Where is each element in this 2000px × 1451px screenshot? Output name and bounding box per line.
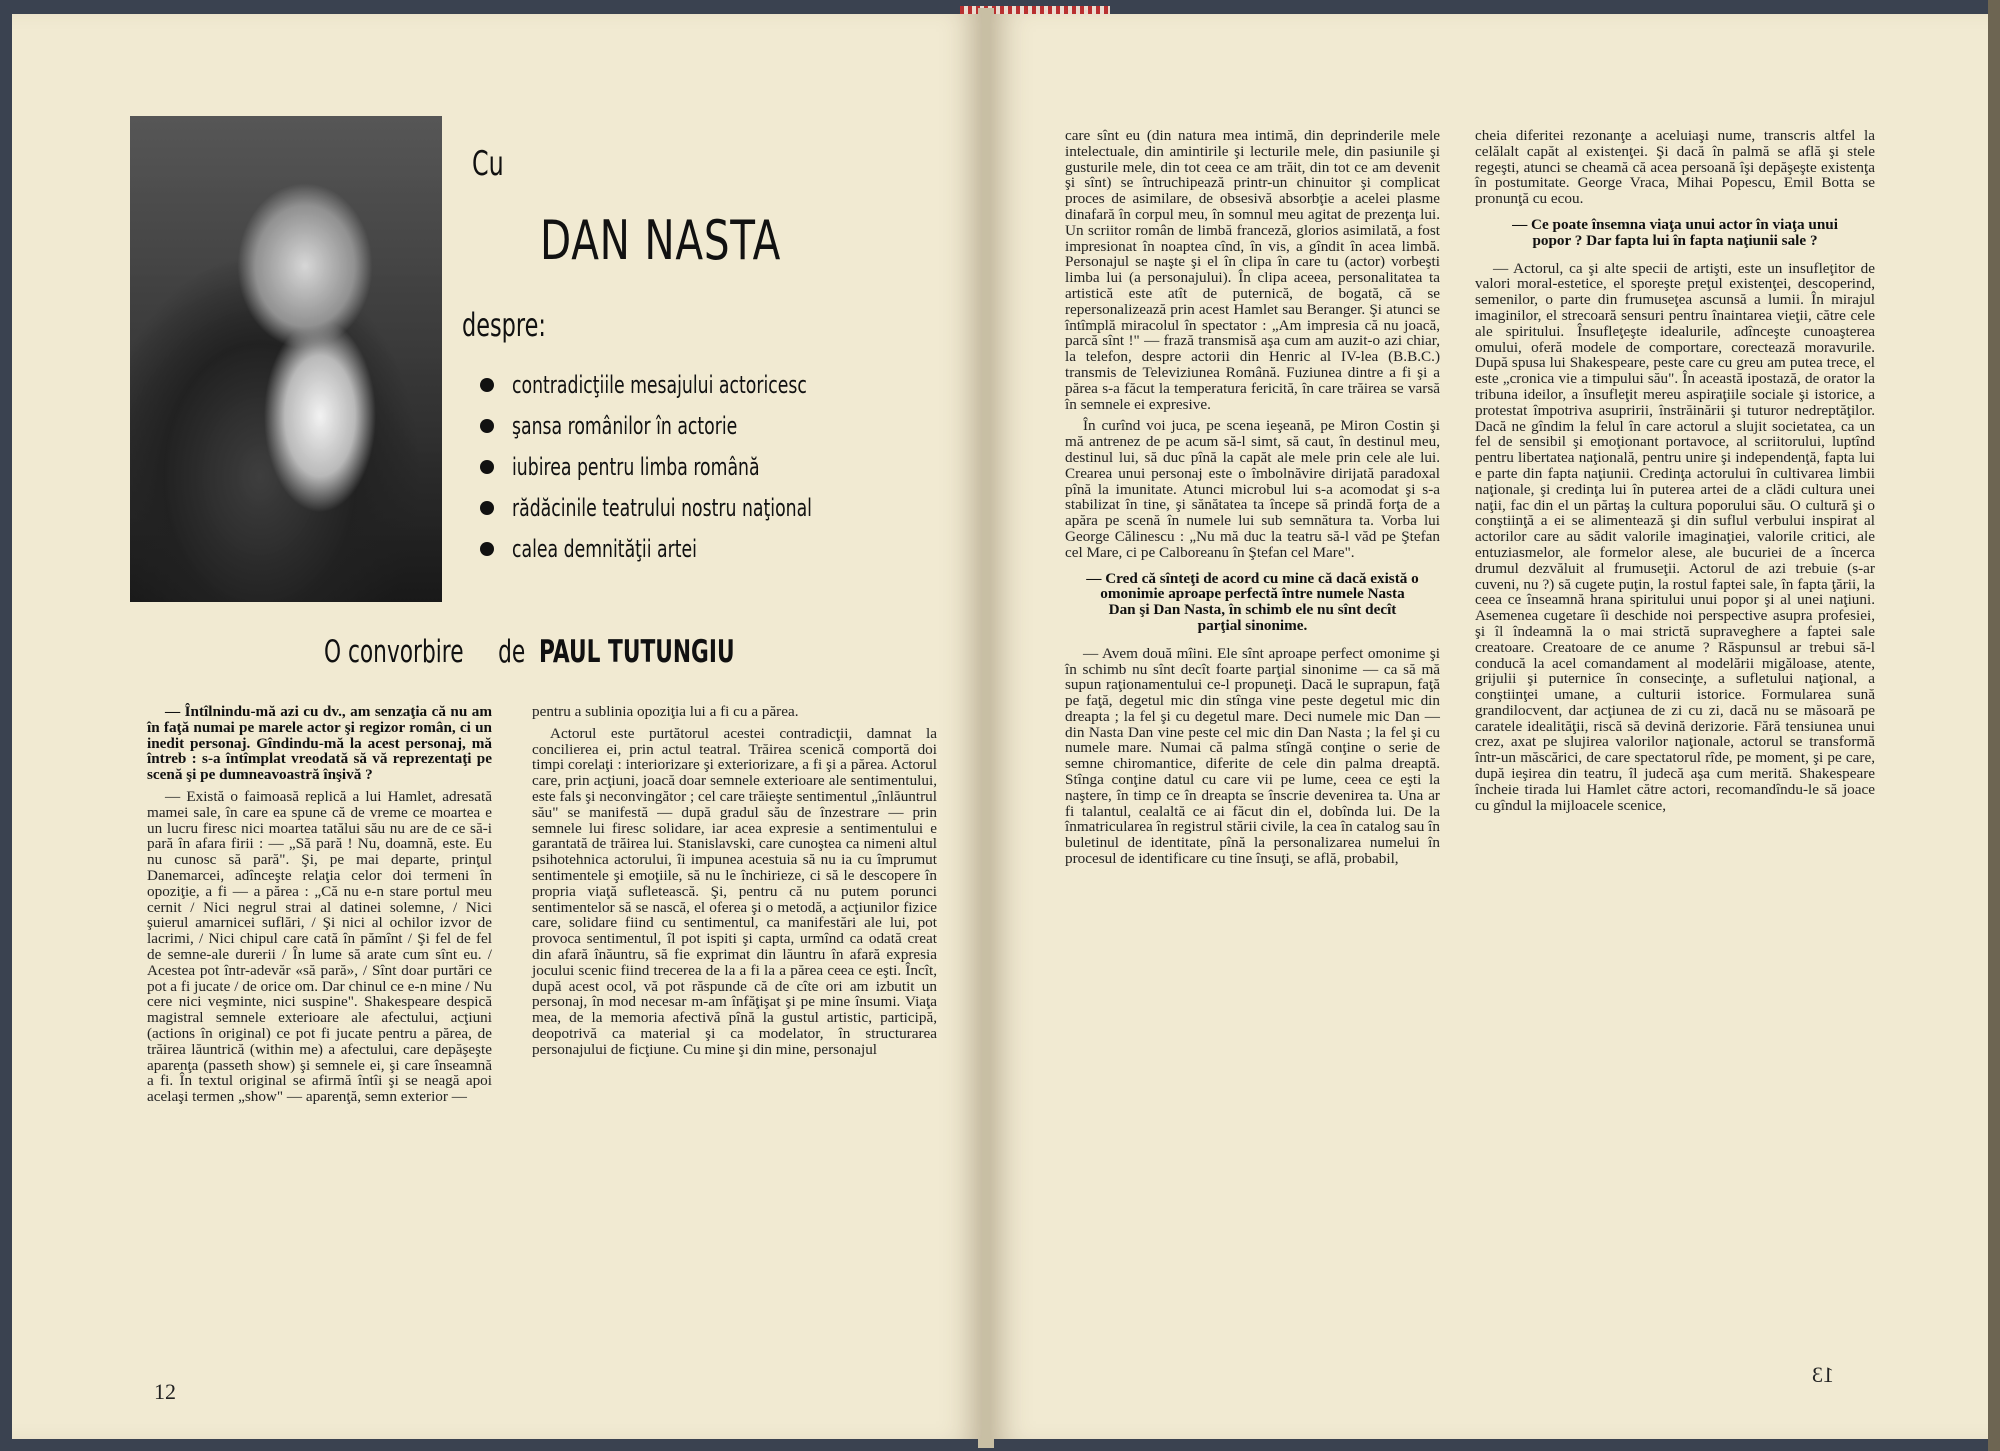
book-edge bbox=[1988, 0, 2000, 1451]
left-column-2 bbox=[532, 704, 937, 1364]
left-page bbox=[12, 14, 982, 1439]
bullet-icon bbox=[480, 501, 494, 515]
right-column-2 bbox=[1475, 128, 1875, 1358]
portrait-photo bbox=[130, 116, 442, 602]
topic-item: rădăcinile teatrului nostru naţional bbox=[480, 487, 929, 528]
answer-1-continuation: care sînt eu (din natura mea intimă, din deprinderile mele intelectuale, din amintirile şi lecturile mele, din pasiunile şi gusturile mele, din tot ceea ce am trăit, din tot ce am devenit şi sînt) se întruchipează printr-un chinuitor şi complicat proces de asimilare, de obsesivă absorbţie a acelei plasme dinafară în corpul meu, în somnul meu agitat de prezenţa lui. Un scriitor român de limbă franceză, glorios asimilată, a fost impresionat în noaptea cînd, în vis, a gîndit în acea limbă. Personajul se naşte şi el în clipa în care tu (actor) vorbeşti limba lui (a personajului). În clipa aceea, personalitatea ta artistică este atît de puternică, de bogată, că se repersonalizează prin acest Hamlet sau Beranger. Şi atunci se întîmplă miracolul în spectator : „Am impresia că nu joacă, parcă sînt !" — frază transmisă aşa cum am auzit-o azi chiar, la telefon, despre actorii din Henric al IV-lea (B.B.C.) transmis de Televiziunea Română. Fuziunea dintre a fi şi a părea s-a făcut la temperatura fericită, în care trăirea se varsă în semnele ei expresive. bbox=[1065, 127, 1440, 413]
topic-item: contradicţiile mesajului actoricesc bbox=[480, 364, 929, 405]
answer-2-paragraph: — Avem două mîini. Ele sînt aproape perfect omonime şi în schimb nu sînt decît foarte parţial sinonime — ca să mă supun raţionamentului ce-l propuneţi. Dacă le suprapun, faţă pe faţă, degetul mic din stînga vine peste degetul mic din dreapta ; la fel şi cu degetul mare. Deci numele mic Dan — din Nasta Dan vine peste cel mic din Dan Nasta ; la fel şi cu numele mare. Numai că palma stîngă conţine o serie de semne chiromantice, diferite de cele din palma dreaptă. Stînga conţine datul cu care vii pe lume, ceea ce eşti la naştere, în timp ce în dreapta se înscrie devenirea ta. Una ar fi talantul, cealaltă ce ai făcut din el, dobînda lui. De la înmatricularea în registrul stării civile, la cea în catalog sau în buletinul de identitate, pînă la personalizarea numelui în procesul de identificare cu tine însuţi, se află, probabil, bbox=[1065, 644, 1440, 868]
page-number-left: 12 bbox=[154, 1379, 176, 1404]
byline-prefix: O convorbire bbox=[324, 634, 464, 670]
question-1: — Întîlnindu-mă azi cu dv., am senzaţia că nu am în faţă numai pe marele actor şi regizor român, ci un inedit personaj. Gîndindu-mă la acest personaj, mă întreb : s-a întîmplat vreodată să vă reprezentaţi pe scenă şi pe dumneavoastră înşivă ? bbox=[147, 703, 492, 784]
right-page bbox=[990, 14, 1988, 1439]
title-despre: despre: bbox=[462, 306, 546, 344]
answer-1-paragraph: În curînd voi juca, pe scena ieşeană, pe Miron Costin şi mă antrenez de pe acum să-l simt, să caut, în destinul meu, destinul lui, să duc pînă la capăt ale mele prin cele ale lui. Crearea unui personaj este o îmbolnăvire dirijată paradoxal pînă la imunitate. Atunci microbul lui s-a acomodat şi s-a stabilizat în tine, şi sănătatea ta începe să prindă forţa de a apăra pe scenă în numele lui sub semnătura ta. Vorba lui George Călinescu : „Nu mă duc la teatru să-l văd pe Ştefan cel Mare, ci pe Calboreanu în Ştefan cel Mare". bbox=[1065, 417, 1440, 561]
byline-de: de bbox=[498, 634, 526, 670]
answer-3-paragraph: — Actorul, ca şi alte specii de artişti, este un insufleţitor de valori moral-estetice, el sporeşte preţul existenţei, descoperind, semenilor, o parte din frumuseţea ascunsă a lumii. În mirajul imaginilor, el strecoară sensuri pentru înaintarea vieţii, către cele ale spiritului. Însufleţeşte idealurile, adînceşte cunoaşterea omului, oferă modele de comportare, corectează moravurile. După spusa lui Shakespeare, peste care cu greu am putea trece, el este „cronica vie a timpului său". În această ipostază, de orator la tribuna ideilor, a însufleţit mereu aspiraţiile sociale şi istorice, a protestat împotriva asupririi, înstrăinării şi tuturor nedreptăţilor. Dacă ne gîndim la felul în care actorul a slujit societatea, ca un fel de sensibil şi emoţionant portavoce, al scriitorului, luptînd pentru libertatea naţională, pentru unire şi independenţă, fapta lui e parte din fapta naţiunii. Credinţa actorului în cultivarea limbii naţionale, şi credinţa lui în puterea artei de a clădi cultura unei naţii, fac din el un părtaş la cultura poporului său. O cultură şi o conştiinţă a ei se alimentează şi din suflul verbului inspirat al actorilor care au sădit valorile imaginaţiei, valorile critici, ale entuziasmelor, ale formelor alese, ale bucuriei de a încerca drumul dezvăluit al frumuseţii. Actorul de azi trebuie (s-ar cuveni, nu ?) să cugete puţin, la rostul faptei sale, în fapta ţării, la ceea ce înseamnă hrana spiritului unui popor şi al unei naţiuni. Asemenea cugetare îi deschide noi perspective asupra profesiei, şi îl îndeamnă la o mai strictă supraveghere a faptei sale creatoare. Creatoare de ce anume ? Răspunsul ar trebui să-l conducă la acel comandament al modelării migăloase, atente, grijulii şi puternice în consecinţe, a sufletului naţional, a conştiinţei umane, a culturii istorice. Formularea sună grandilocvent, dar acţiunea de zi cu zi, dacă nu se măsoară pe caratele idealităţii, riscă să devină derizorie. Fără tensiunea unui crez, axat pe slujirea valorilor naţionale, actorul se transformă într-un măscărici, de care spectatorul rîde, pe moment, şi pe care, după ieşirea din teatru, îl judecă aşa cum merită. Shakespeare încheie tirada lui Hamlet către actori, recomandîndu-le să joace cu gîndul la mijloacele scenice, bbox=[1475, 259, 1875, 814]
answer-1-paragraph: Actorul este purtătorul acestei contradicţii, damnat la concilierea ei, prin actul teatral. Trăirea scenică comportă doi timpi corelaţi : interiorizare şi exteriorizare, a fi şi a părea. Actorul care, prin acţiuni, joacă doar semnele exterioare ale sentimentului, este fals şi neconvingător ; cel care trăieşte sentimentul „înlăuntrul său" se manifestă — după gradul său de înzestrare — prin semnele lui firesc solidare, iar acea expresie a sentimentului e garantată de trăirea lui. Stanislavski, care cunoştea ca nimeni altul psihotehnica actorului, îi impunea acestuia să nu ia cu împrumut sentimentele şi emoţiile, să nu le închirieze, ci să le descopere în propria viaţă sufletească. Şi, pentru că nu putem porunci sentimentelor să se nască, el oferea şi o metodă, a acţiunilor fizice care, solidare fiind cu sentimentul, ca manifestări ale lui, pot provoca sentimentul, îl pot ispiti şi capta, urmînd ca odată creat din afară înăuntru, să fie exprimat din lăuntru în afară expresia jocului scenic fiind trecerea de la a fi la a părea ceea ce eşti. Încît, după acest ocol, vă pot răspunde că de cîte ori am izbutit un personaj, în mod necesar m-am înfăţişat şi pe mine însumi. Viaţa mea, de la memoria afectivă pînă la gustul artistic, participă, deopotrivă ca material şi ca modelator, în structurarea personajului de ficţiune. Cu mine şi din mine, personajul bbox=[532, 724, 937, 1058]
answer-2-continuation: cheia diferitei rezonanţe a aceluiaşi nume, transcris altfel la celălalt capăt al existenţei. Şi dacă în palmă se află şi stele regeşti, atunci se cheamă că acea persoană îşi depăşeşte existenţa în postumitate. George Vraca, Mihai Popescu, Emil Botta se pronunţă cu ecou. bbox=[1475, 127, 1875, 208]
question-2: — Cred că sînteţi de acord cu mine că dacă există o omonimie aproape perfectă între numele Nasta Dan şi Dan Nasta, în schimb ele nu sînt decît parţial sinonime. bbox=[1086, 569, 1419, 634]
topic-item: iubirea pentru limba română bbox=[480, 446, 929, 487]
right-column-1 bbox=[1065, 128, 1440, 1358]
bullet-icon bbox=[480, 460, 494, 474]
page-number-right: 13 bbox=[1812, 1362, 1834, 1387]
byline bbox=[324, 634, 735, 670]
bullet-icon bbox=[480, 378, 494, 392]
topic-list bbox=[480, 364, 929, 569]
title-cu: Cu bbox=[472, 144, 504, 184]
answer-1-paragraph: — Există o faimoasă replică a lui Hamlet, adresată mamei sale, în care ea spune că de vreme ce moartea e un lucru firesc nici moartea tatălui său nu are de ce să-i pară în afara firii : — „Să pară ! Nu, doamnă, este. Eu nu cunosc să pară". Şi, pe mai departe, prinţul Danemarcei, adînceşte relaţia celor doi termeni în opoziţie, a fi — a părea : „Că nu e-n stare portul meu cernit / Nici negrul strai al datinei solemne, / Nici şuierul amarnicei suflări, / Şi nici al ochilor izvor de lacrimi, / Nici chipul care cată în pămînt / Şi fel de fel de semne-ale durerii / În lume să arate cum sînt eu. / Acestea pot într-adevăr «să pară», / Sînt doar purtări ce pot a fi jucate / de orice om. Dar chinul ce e-n mine / Nu cere nici veşminte, nici suspine". Shakespeare despică magistral semnele exterioare ale afectului, acţiuni (actions în original) ce pot fi jucate pentru a părea, de trăirea lăuntrică (within me) a afectului, care depăşeşte aparenţa (passeth show) şi semnele ei, şi care înseamnă a fi. În textul original se afirmă întîi şi se neagă apoi acelaşi termen „show" — aparenţă, semn exterior — bbox=[147, 787, 492, 1106]
topic-item: şansa românilor în actorie bbox=[480, 405, 929, 446]
byline-author: PAUL TUTUNGIU bbox=[539, 634, 735, 670]
title-name: DAN NASTA bbox=[540, 209, 782, 272]
bullet-icon bbox=[480, 419, 494, 433]
question-3: — Ce poate însemna viaţa unui actor în viaţa unui popor ? Dar fapta lui în fapta naţiunii sale ? bbox=[1512, 215, 1838, 249]
topic-item: calea demnităţii artei bbox=[480, 528, 929, 569]
bullet-icon bbox=[480, 542, 494, 556]
left-column-1 bbox=[147, 704, 492, 1364]
answer-1-continuation: pentru a sublinia opoziţia lui a fi cu a părea. bbox=[532, 703, 799, 720]
